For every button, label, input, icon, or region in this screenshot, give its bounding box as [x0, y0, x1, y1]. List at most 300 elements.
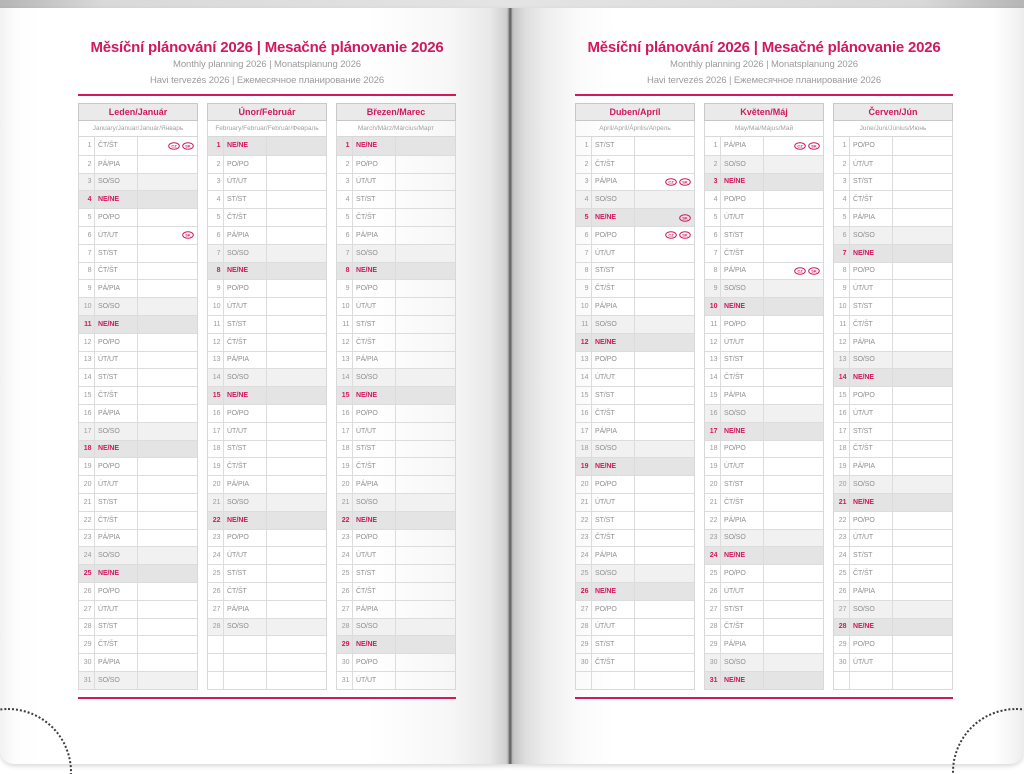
- day-notes-area: [267, 619, 326, 636]
- day-row: [208, 546, 326, 564]
- day-number: 5: [208, 209, 224, 226]
- day-notes-area: [138, 387, 197, 404]
- day-row: [208, 422, 326, 440]
- day-row: [337, 297, 455, 315]
- day-number: 30: [337, 654, 353, 671]
- day-notes-area: [893, 387, 952, 404]
- day-row: [705, 315, 823, 333]
- day-notes-area: [764, 369, 823, 386]
- day-row: [208, 368, 326, 386]
- day-row: [705, 404, 823, 422]
- day-notes-area: [138, 191, 197, 208]
- day-notes-area: [635, 601, 694, 618]
- day-abbreviation: NE/NE: [592, 458, 635, 475]
- day-notes-area: [138, 654, 197, 671]
- day-abbreviation: SO/SO: [850, 352, 893, 369]
- day-number: 9: [834, 280, 850, 297]
- day-row: [337, 671, 455, 689]
- month-column: [336, 103, 456, 690]
- day-row: [79, 529, 197, 547]
- day-abbreviation: ÚT/UT: [592, 619, 635, 636]
- day-row: [705, 386, 823, 404]
- day-row: [337, 600, 455, 618]
- day-abbreviation: ČT/ŠT: [592, 156, 635, 173]
- day-number: 15: [705, 387, 721, 404]
- day-number: 2: [337, 156, 353, 173]
- day-row: [337, 457, 455, 475]
- svg-text:SK: SK: [811, 143, 817, 149]
- month-subtitle: April/Apríl/Április/Апрель: [575, 121, 695, 137]
- day-abbreviation: ČT/ŠT: [721, 245, 764, 262]
- day-number: 17: [834, 423, 850, 440]
- day-number: 12: [337, 334, 353, 351]
- day-number: 3: [208, 174, 224, 191]
- day-abbreviation: ST/ST: [592, 636, 635, 653]
- day-notes-area: [893, 369, 952, 386]
- day-row: [79, 173, 197, 191]
- day-row: [576, 457, 694, 475]
- day-number: 27: [208, 601, 224, 618]
- day-row: [705, 457, 823, 475]
- holiday-badge-cz: [794, 142, 806, 150]
- day-row: [79, 404, 197, 422]
- day-notes-area: [635, 369, 694, 386]
- day-notes-area: [396, 334, 455, 351]
- day-row: [705, 653, 823, 671]
- day-notes-area: [138, 369, 197, 386]
- day-abbreviation: SO/SO: [95, 547, 138, 564]
- day-abbreviation: NE/NE: [224, 512, 267, 529]
- day-number: 29: [705, 636, 721, 653]
- day-abbreviation: PO/PO: [592, 476, 635, 493]
- day-row: [79, 422, 197, 440]
- day-row: [834, 315, 952, 333]
- day-notes-area: [138, 245, 197, 262]
- day-row: [705, 244, 823, 262]
- day-row: [337, 653, 455, 671]
- svg-text:CZ: CZ: [171, 143, 177, 149]
- months-left: [78, 103, 456, 690]
- day-row: [834, 386, 952, 404]
- day-abbreviation: SO/SO: [721, 280, 764, 297]
- day-row: [705, 600, 823, 618]
- day-number: 17: [79, 423, 95, 440]
- day-notes-area: [396, 316, 455, 333]
- day-row: [834, 564, 952, 582]
- day-abbreviation: ČT/ŠT: [850, 191, 893, 208]
- day-abbreviation: PÁ/PIA: [224, 476, 267, 493]
- day-abbreviation: ÚT/UT: [721, 458, 764, 475]
- day-number: 21: [208, 494, 224, 511]
- day-abbreviation: NE/NE: [721, 547, 764, 564]
- day-notes-area: [635, 654, 694, 671]
- day-row: [337, 333, 455, 351]
- day-number: 4: [79, 191, 95, 208]
- day-notes-area: [396, 583, 455, 600]
- day-abbreviation: ÚT/UT: [721, 334, 764, 351]
- day-row: [705, 226, 823, 244]
- day-notes-area: [893, 494, 952, 511]
- day-number: 14: [337, 369, 353, 386]
- top-rule: [78, 94, 456, 96]
- page-left: [0, 8, 510, 764]
- day-row: [576, 511, 694, 529]
- day-notes-area: [267, 316, 326, 333]
- day-notes-area: [635, 227, 694, 244]
- day-row: [705, 671, 823, 689]
- day-number: 29: [834, 636, 850, 653]
- month-column: [207, 103, 327, 690]
- day-row: [79, 386, 197, 404]
- day-number: 26: [337, 583, 353, 600]
- day-notes-area: [893, 263, 952, 280]
- day-notes-area: [138, 583, 197, 600]
- day-abbreviation: ÚT/UT: [224, 174, 267, 191]
- day-row: [79, 244, 197, 262]
- day-row: [705, 297, 823, 315]
- day-abbreviation: ST/ST: [850, 298, 893, 315]
- day-abbreviation: ÚT/UT: [850, 405, 893, 422]
- day-row: [834, 546, 952, 564]
- day-number: 11: [576, 316, 592, 333]
- day-number: 27: [337, 601, 353, 618]
- day-abbreviation: NE/NE: [721, 298, 764, 315]
- day-notes-area: [138, 458, 197, 475]
- day-row: [576, 315, 694, 333]
- day-abbreviation: ÚT/UT: [850, 530, 893, 547]
- day-number: 26: [79, 583, 95, 600]
- day-number: 3: [337, 174, 353, 191]
- day-abbreviation: SO/SO: [592, 441, 635, 458]
- svg-text:SK: SK: [682, 179, 688, 185]
- day-abbreviation: ČT/ŠT: [353, 583, 396, 600]
- day-abbreviation: PO/PO: [592, 352, 635, 369]
- day-number: 1: [576, 137, 592, 155]
- day-number: 11: [79, 316, 95, 333]
- day-row: [79, 600, 197, 618]
- day-abbreviation: ČT/ŠT: [95, 636, 138, 653]
- day-notes-area: [764, 316, 823, 333]
- day-abbreviation: PÁ/PIA: [592, 174, 635, 191]
- day-abbreviation: PO/PO: [353, 280, 396, 297]
- day-abbreviation: SO/SO: [95, 174, 138, 191]
- day-row: [208, 511, 326, 529]
- day-notes-area: [635, 565, 694, 582]
- day-number: 3: [834, 174, 850, 191]
- day-row: [834, 635, 952, 653]
- day-abbreviation: PÁ/PIA: [95, 405, 138, 422]
- day-notes-area: [396, 512, 455, 529]
- day-row: [834, 333, 952, 351]
- day-number: 28: [337, 619, 353, 636]
- day-row: [576, 368, 694, 386]
- day-abbreviation: SO/SO: [721, 654, 764, 671]
- day-notes-area: [267, 458, 326, 475]
- day-abbreviation: NE/NE: [95, 316, 138, 333]
- day-notes-area: [396, 565, 455, 582]
- day-abbreviation: NE/NE: [592, 334, 635, 351]
- day-number: 20: [705, 476, 721, 493]
- day-abbreviation: PO/PO: [95, 334, 138, 351]
- day-notes-area: [764, 227, 823, 244]
- day-notes-area: [396, 458, 455, 475]
- day-number: 8: [208, 263, 224, 280]
- day-notes-area: [267, 636, 326, 653]
- month-column: [704, 103, 824, 690]
- day-row: [705, 137, 823, 155]
- day-row: [576, 546, 694, 564]
- day-abbreviation: PÁ/PIA: [353, 352, 396, 369]
- day-row: [576, 297, 694, 315]
- day-abbreviation: NE/NE: [353, 137, 396, 155]
- day-notes-area: [138, 352, 197, 369]
- day-number: 28: [705, 619, 721, 636]
- day-row: [337, 546, 455, 564]
- day-number: 24: [705, 547, 721, 564]
- day-row: [79, 546, 197, 564]
- day-number: 13: [705, 352, 721, 369]
- day-row: [834, 279, 952, 297]
- page-left-content: [78, 8, 456, 764]
- day-notes-area: [764, 352, 823, 369]
- day-number: 5: [79, 209, 95, 226]
- month-header: Duben/Apríl: [575, 103, 695, 121]
- day-number: 5: [337, 209, 353, 226]
- day-number: 14: [705, 369, 721, 386]
- day-notes-area: [764, 191, 823, 208]
- day-notes-area: [893, 405, 952, 422]
- day-notes-area: [764, 298, 823, 315]
- day-notes-area: [635, 458, 694, 475]
- day-number: 29: [337, 636, 353, 653]
- day-number: 28: [576, 619, 592, 636]
- day-abbreviation: ÚT/UT: [95, 352, 138, 369]
- holiday-badge-cz: [665, 178, 677, 186]
- day-number: 10: [79, 298, 95, 315]
- day-number: 30: [705, 654, 721, 671]
- day-notes-area: [267, 476, 326, 493]
- day-row: [79, 582, 197, 600]
- day-number: 28: [208, 619, 224, 636]
- day-notes-area: [635, 619, 694, 636]
- day-notes-area: [267, 263, 326, 280]
- day-row: [576, 262, 694, 280]
- day-number: 13: [79, 352, 95, 369]
- day-row: [337, 137, 455, 155]
- day-notes-area: [893, 619, 952, 636]
- month-header: Březen/Marec: [336, 103, 456, 121]
- day-abbreviation: PO/PO: [850, 263, 893, 280]
- day-notes-area: [893, 137, 952, 155]
- day-row: [208, 653, 326, 671]
- day-abbreviation: SO/SO: [721, 530, 764, 547]
- day-row: [576, 137, 694, 155]
- day-abbreviation: PO/PO: [592, 601, 635, 618]
- day-row: [705, 173, 823, 191]
- day-abbreviation: SO/SO: [95, 298, 138, 315]
- day-notes-area: [893, 601, 952, 618]
- day-notes-area: [764, 423, 823, 440]
- day-number: 7: [576, 245, 592, 262]
- day-notes-area: [764, 174, 823, 191]
- day-number: 27: [79, 601, 95, 618]
- day-row: [79, 190, 197, 208]
- day-number: 26: [834, 583, 850, 600]
- day-number: 28: [834, 619, 850, 636]
- day-row: [208, 262, 326, 280]
- day-number: 25: [834, 565, 850, 582]
- day-notes-area: [635, 245, 694, 262]
- day-number: 24: [208, 547, 224, 564]
- day-row: [208, 137, 326, 155]
- day-number: 2: [576, 156, 592, 173]
- day-notes-area: [635, 191, 694, 208]
- day-notes-area: [138, 137, 197, 155]
- day-abbreviation: PÁ/PIA: [95, 654, 138, 671]
- day-notes-area: [635, 405, 694, 422]
- day-row: [705, 529, 823, 547]
- day-number: 22: [337, 512, 353, 529]
- day-row: [576, 635, 694, 653]
- day-row: [337, 173, 455, 191]
- day-abbreviation: PÁ/PIA: [95, 156, 138, 173]
- day-row: [576, 279, 694, 297]
- day-row: [705, 351, 823, 369]
- day-abbreviation: NE/NE: [95, 565, 138, 582]
- day-abbreviation: PÁ/PIA: [850, 458, 893, 475]
- page-right: [510, 8, 1024, 764]
- day-notes-area: [138, 156, 197, 173]
- day-abbreviation: ČT/ŠT: [224, 334, 267, 351]
- day-row: [208, 493, 326, 511]
- month-grid: [207, 137, 327, 690]
- day-row: [79, 297, 197, 315]
- day-abbreviation: ČT/ŠT: [353, 334, 396, 351]
- day-number: 18: [208, 441, 224, 458]
- day-abbreviation: PO/PO: [353, 405, 396, 422]
- day-row: [337, 404, 455, 422]
- day-notes-area: [267, 191, 326, 208]
- day-row: [834, 262, 952, 280]
- day-abbreviation: ÚT/UT: [721, 209, 764, 226]
- day-row: [208, 618, 326, 636]
- day-notes-area: [764, 530, 823, 547]
- day-abbreviation: ST/ST: [95, 245, 138, 262]
- day-number: 10: [576, 298, 592, 315]
- day-notes-area: [764, 263, 823, 280]
- day-abbreviation: ÚT/UT: [353, 298, 396, 315]
- day-notes-area: [635, 263, 694, 280]
- day-number: 24: [337, 547, 353, 564]
- day-number: 30: [79, 654, 95, 671]
- day-number: 6: [79, 227, 95, 244]
- svg-text:CZ: CZ: [668, 232, 674, 238]
- day-number: 22: [79, 512, 95, 529]
- day-abbreviation: ÚT/UT: [95, 476, 138, 493]
- day-abbreviation: ČT/ŠT: [721, 369, 764, 386]
- day-abbreviation: NE/NE: [592, 583, 635, 600]
- day-number: [834, 672, 850, 689]
- day-row: [208, 279, 326, 297]
- day-notes-area: [893, 209, 952, 226]
- day-row: [337, 511, 455, 529]
- day-number: 21: [576, 494, 592, 511]
- day-row: [208, 457, 326, 475]
- day-number: 22: [705, 512, 721, 529]
- day-number: 30: [834, 654, 850, 671]
- day-notes-area: [396, 547, 455, 564]
- day-number: 10: [337, 298, 353, 315]
- day-row: [705, 635, 823, 653]
- day-number: 8: [834, 263, 850, 280]
- day-row: [705, 511, 823, 529]
- day-row: [337, 493, 455, 511]
- day-row: [337, 262, 455, 280]
- day-row: [79, 653, 197, 671]
- day-notes-area: [396, 174, 455, 191]
- day-number: 10: [208, 298, 224, 315]
- day-abbreviation: ST/ST: [353, 441, 396, 458]
- day-abbreviation: ST/ST: [592, 387, 635, 404]
- day-abbreviation: [224, 654, 267, 671]
- page-title: Měsíční plánování 2026 | Mesačné plánovanie 2026: [90, 39, 444, 56]
- day-row: [705, 564, 823, 582]
- day-row: [576, 493, 694, 511]
- day-notes-area: [396, 672, 455, 689]
- day-row: [576, 173, 694, 191]
- day-notes-area: [267, 601, 326, 618]
- day-notes-area: [138, 441, 197, 458]
- day-notes-area: [764, 601, 823, 618]
- day-abbreviation: ČT/ŠT: [850, 316, 893, 333]
- day-row: [705, 262, 823, 280]
- day-notes-area: [396, 494, 455, 511]
- day-number: 2: [705, 156, 721, 173]
- day-abbreviation: ST/ST: [850, 547, 893, 564]
- day-row: [208, 386, 326, 404]
- day-abbreviation: NE/NE: [224, 263, 267, 280]
- day-row: [79, 635, 197, 653]
- day-notes-area: [396, 298, 455, 315]
- day-row: [79, 511, 197, 529]
- day-abbreviation: ST/ST: [721, 352, 764, 369]
- book-top-edge: [0, 0, 1024, 8]
- svg-text:SK: SK: [811, 268, 817, 274]
- day-notes-area: [396, 654, 455, 671]
- day-row: [705, 155, 823, 173]
- day-number: 10: [834, 298, 850, 315]
- day-notes-area: [893, 441, 952, 458]
- day-row: [834, 529, 952, 547]
- day-row: [834, 351, 952, 369]
- month-header: Únor/Február: [207, 103, 327, 121]
- day-notes-area: [893, 565, 952, 582]
- day-abbreviation: PO/PO: [721, 565, 764, 582]
- day-notes-area: [267, 352, 326, 369]
- day-notes-area: [396, 601, 455, 618]
- day-abbreviation: SO/SO: [353, 369, 396, 386]
- day-row: [576, 653, 694, 671]
- day-row: [337, 315, 455, 333]
- day-abbreviation: NE/NE: [224, 137, 267, 155]
- day-row: [79, 333, 197, 351]
- day-notes-area: [267, 298, 326, 315]
- day-notes-area: [396, 387, 455, 404]
- day-number: 14: [208, 369, 224, 386]
- day-abbreviation: SO/SO: [224, 369, 267, 386]
- day-notes-area: [396, 280, 455, 297]
- day-number: 9: [337, 280, 353, 297]
